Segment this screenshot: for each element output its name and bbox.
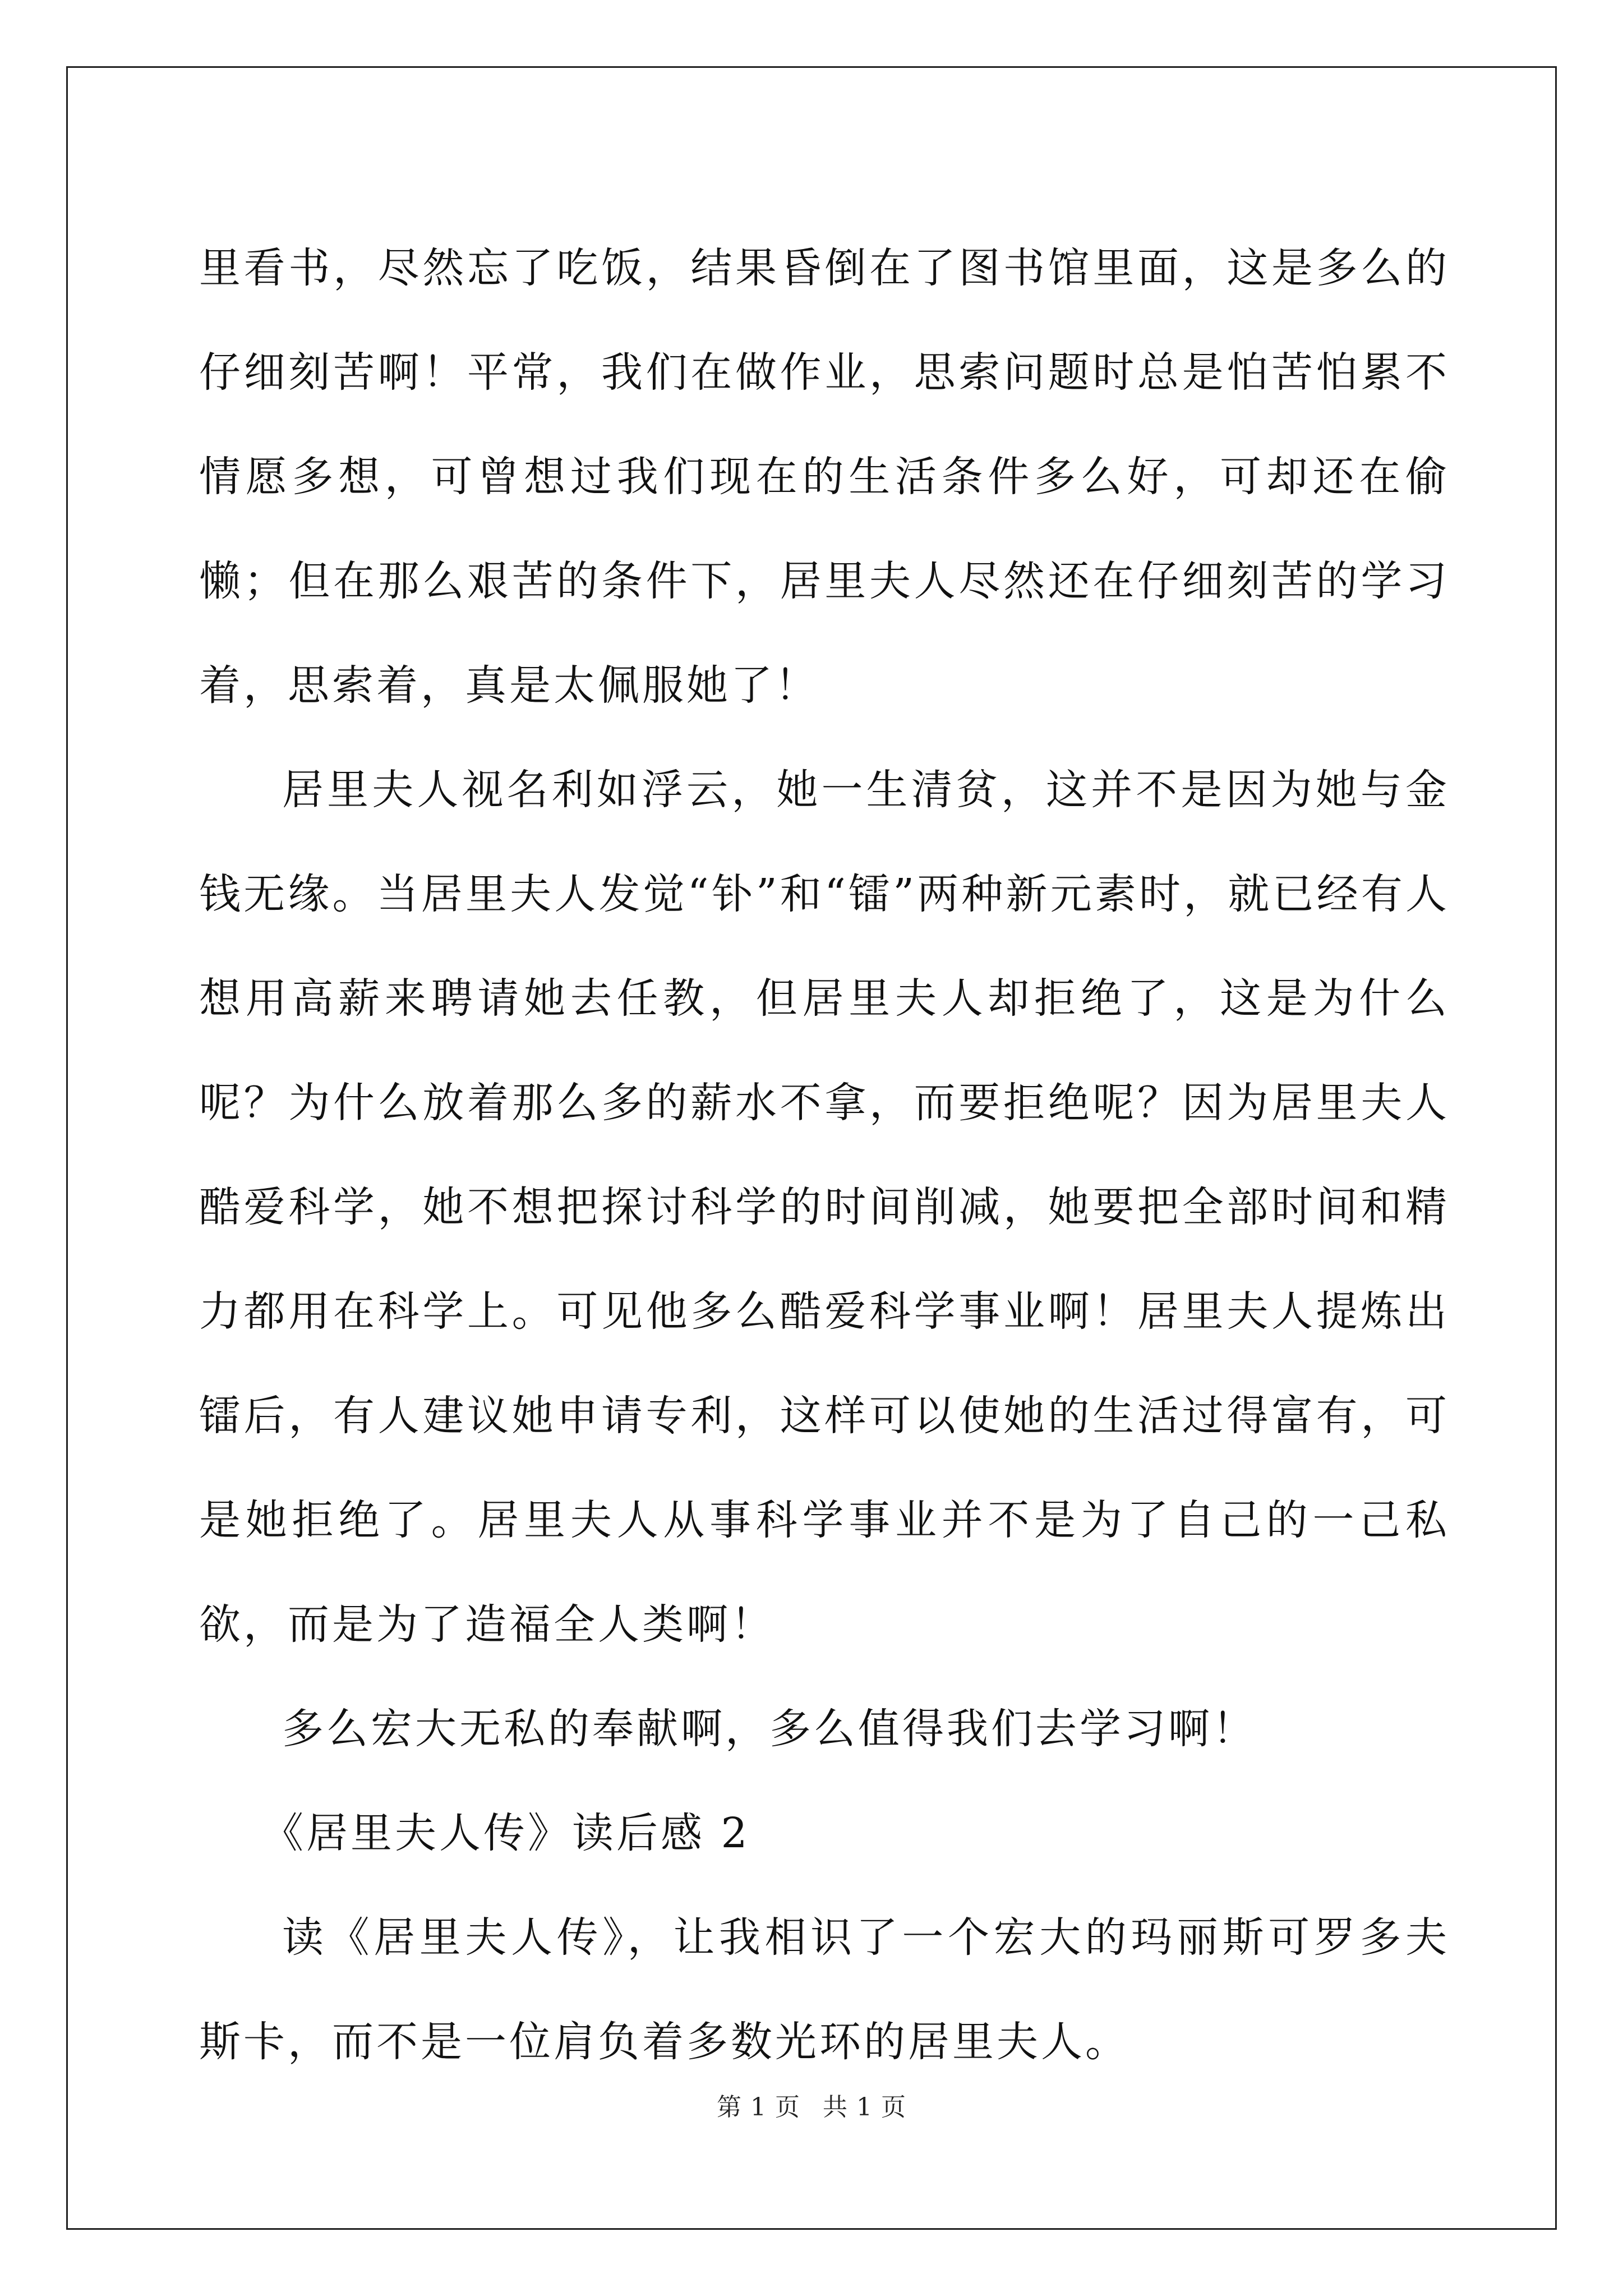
paragraph: 居里夫人视名利如浮云，她一生清贫，这并不是因为她与金钱无缘。当居里夫人发觉“钋”和“镭”两种新元素时，就已经有人想用高薪来聘请她去任教，但居里夫人却拒绝了，这是为什么呢？为什么放着那么多的薪水不拿，而要拒绝呢？因为居里夫人酷爱科学，她不想把探讨科学的时间削减，她要把全部时间和精力都用在科学上。可见他多么酷爱科学事业啊！居里夫人提炼出镭后，有人建议她申请专利，这样可以使她的生活过得富有，可是她拒绝了。居里夫人从事科学事业并不是为了自己的一己私欲，而是为了造福全人类啊！ xyxy=(199,766,1450,1649)
section-title: 《居里夫人传》读后感 2 xyxy=(262,1809,750,1857)
page-total: 共 1 页 xyxy=(823,2093,906,2122)
paragraph: 多么宏大无私的奉献啊，多么值得我们去学习啊！ xyxy=(282,1705,1257,1753)
page-footer xyxy=(0,2087,1623,2123)
paragraph: 里看书，尽然忘了吃饭，结果昏倒在了图书馆里面，这是多么的仔细刻苦啊！平常，我们在做作业，思索问题时总是怕苦怕累不情愿多想，可曾想过我们现在的生活条件多么好，可却还在偷懒；但在那么艰苦的条件下，居里夫人尽然还在仔细刻苦的学习着，思索着，真是太佩服她了！ xyxy=(199,244,1450,710)
paragraph: 读《居里夫人传》，让我相识了一个宏大的玛丽斯可罗多夫斯卡，而不是一位肩负着多数光环的居里夫人。 xyxy=(199,1913,1450,2066)
document-body xyxy=(199,216,1450,2094)
page-number: 第 1 页 xyxy=(717,2093,800,2122)
